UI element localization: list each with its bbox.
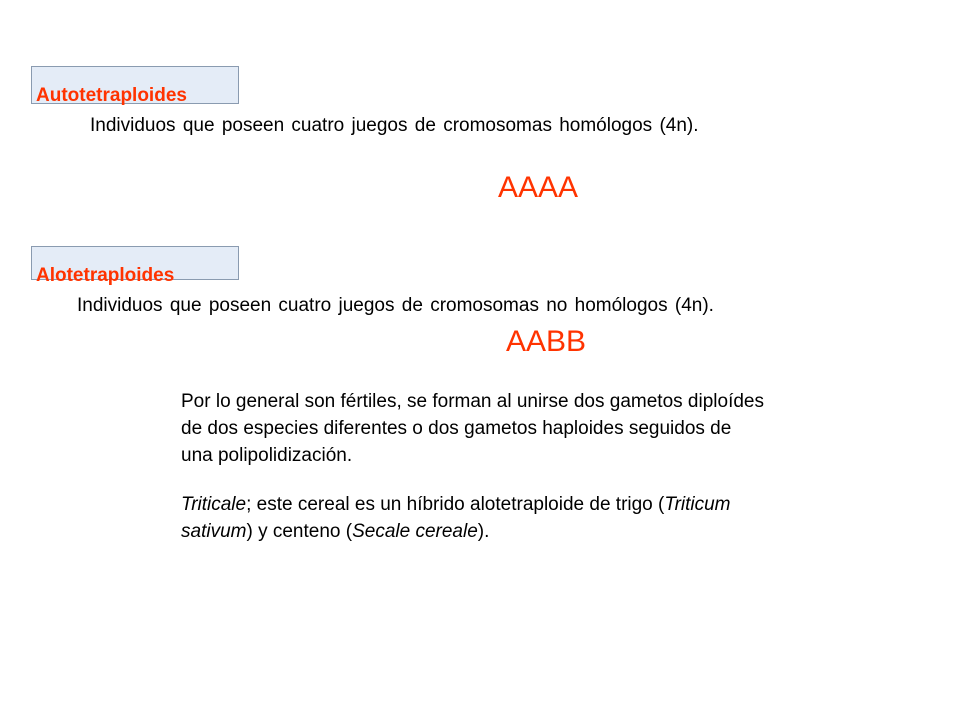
alotetraploides-term-box	[31, 246, 239, 286]
explanation-line-1: Por lo general son fértiles, se forman al unirse dos gametos diploídes	[181, 391, 764, 412]
paragraph-gap	[181, 469, 941, 491]
example-species-1: Triticum	[664, 494, 731, 515]
autotetraploides-genome: AAAA	[498, 171, 579, 204]
example-text-3: ).	[477, 521, 490, 542]
example-term: Triticale	[181, 494, 247, 515]
example-text-2: ) y centeno (	[246, 521, 353, 542]
example-species-1-cont: sativum	[181, 521, 247, 542]
autotetraploides-definition: Individuos que poseen cuatro juegos de cromosomas homólogos (4n).	[90, 115, 699, 136]
explanation-line-2: de dos especies diferentes o dos gametos haploides seguidos de	[181, 418, 732, 439]
alotetraploides-genome: AABB	[506, 325, 587, 358]
autotetraploides-term-box	[31, 66, 239, 104]
example-species-2: Secale cereale	[352, 521, 478, 542]
alotetraploides-term: Alotetraploides	[36, 265, 175, 286]
example-line-2	[181, 518, 941, 545]
alotetraploides-definition: Individuos que poseen cuatro juegos de cromosomas no homólogos (4n).	[77, 295, 714, 316]
autotetraploides-term: Autotetraploides	[36, 85, 187, 106]
example-text-1: ; este cereal es un híbrido alotetraploide de trigo (	[246, 494, 665, 515]
example-line-1	[181, 491, 941, 518]
explanation-line-3: una polipolidización.	[181, 445, 353, 466]
explanation-block	[181, 388, 941, 545]
